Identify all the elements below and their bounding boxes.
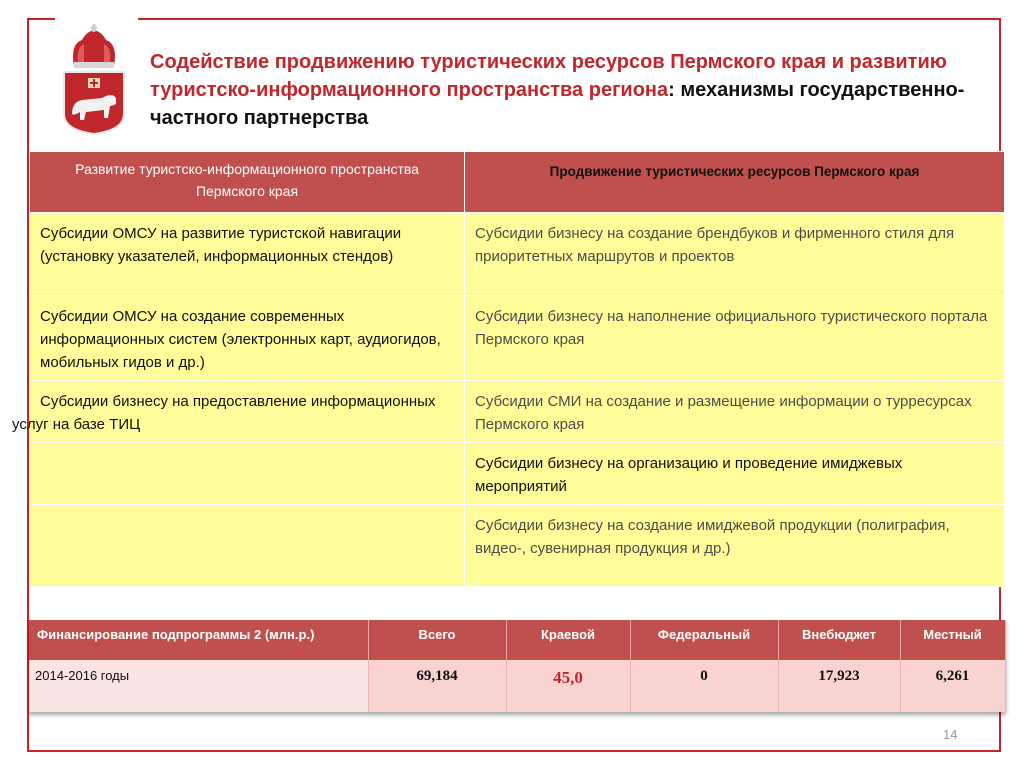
measures-header-row [30,152,1005,213]
header-promotion: Продвижение туристических ресурсов Пермского края [465,152,1005,213]
cell-promotion: Субсидии бизнесу на организацию и проведение имиджевых мероприятий [465,443,1005,505]
header-extrabudget: Внебюджет [778,620,900,660]
table-row [30,381,1005,443]
table-row [30,296,1005,381]
header-regional: Краевой [506,620,630,660]
slide-title [150,48,1000,132]
cell-development [12,381,465,443]
title-dark-part: : механизмы государственно-частного партнерства [150,79,965,129]
financing-table [29,620,1006,712]
cell-development-empty [30,505,465,587]
page-number: 14 [943,727,958,742]
header-total: Всего [368,620,506,660]
cell-promotion: Субсидии бизнесу на наполнение официального туристического портала Пермского края [465,296,1005,381]
perm-krai-coat-of-arms-icon [60,22,128,136]
table-row [30,213,1005,296]
financing-header-row [29,620,1005,660]
header-financing-label: Финансирование подпрограммы 2 (млн.р.) [29,620,368,660]
table-row [30,443,1005,505]
measures-table [12,151,1005,587]
financing-row [29,660,1005,712]
cell-development-empty [30,443,465,505]
cell-development-text: Субсидии бизнесу на предоставление информационных услуг на базе ТИЦ [12,393,436,433]
header-development: Развитие туристско-информационного пространства Пермского края [30,152,465,213]
header-local: Местный [900,620,1005,660]
cell-development: Субсидии ОМСУ на создание современных информационных систем (электронных карт, аудиогидов, мобильных гидов и др.) [30,296,465,381]
cell-promotion: Субсидии СМИ на создание и размещение информации о турресурсах Пермского края [465,381,1005,443]
cell-promotion: Субсидии бизнесу на создание брендбуков и фирменного стиля для приоритетных маршрутов и проектов [465,213,1005,296]
financing-period: 2014-2016 годы [29,660,368,712]
header-federal: Федеральный [630,620,778,660]
cell-development: Субсидии ОМСУ на развитие туристской навигации (установку указателей, информационных стендов) [30,213,465,296]
financing-regional: 45,0 [506,660,630,712]
table-row [30,505,1005,587]
cell-promotion: Субсидии бизнесу на создание имиджевой продукции (полиграфия, видео-, сувенирная продукция и др.) [465,505,1005,587]
financing-total: 69,184 [368,660,506,712]
financing-extrabudget: 17,923 [778,660,900,712]
financing-local: 6,261 [900,660,1005,712]
title-red-part: Содействие продвижению туристических ресурсов Пермского края и развитию туристско-информационного пространства региона [150,51,947,101]
financing-federal: 0 [630,660,778,712]
